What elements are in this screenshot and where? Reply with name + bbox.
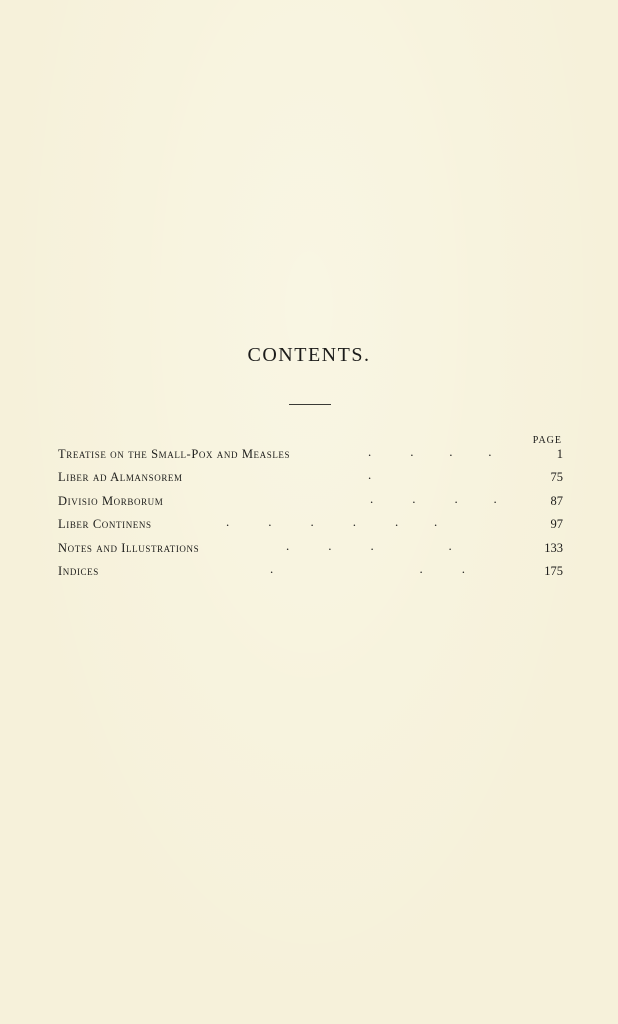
page-title: CONTENTS. <box>247 344 371 366</box>
toc-entry-page: 97 <box>550 517 563 532</box>
toc-entry <box>58 446 563 469</box>
dot-leader: . . . <box>270 560 465 576</box>
dot-leader: . <box>368 467 372 483</box>
dot-leader: . . . . <box>370 490 497 506</box>
toc-entry <box>58 560 563 586</box>
toc-entry-title: Indices <box>58 563 99 578</box>
toc-entry-page: 133 <box>544 540 563 555</box>
title-divider-rule <box>289 404 331 405</box>
toc-entry-title: Notes and Illustrations <box>58 540 200 555</box>
toc-entry <box>58 516 563 539</box>
toc-entry-page: 87 <box>550 493 563 508</box>
toc-entry <box>58 490 563 516</box>
toc-entry-title: Liber ad Almansorem <box>58 470 183 485</box>
toc-entry-title: Treatise on the Small-Pox and Measles <box>58 447 291 461</box>
toc-entry-title: Divisio Morborum <box>58 493 164 508</box>
toc-entry-page: 75 <box>550 470 563 485</box>
toc-entry-page: 175 <box>544 563 563 578</box>
toc-entry <box>58 537 563 563</box>
dot-leader: . . . . . . <box>226 514 438 530</box>
toc-entry-page: 1 <box>556 447 563 461</box>
table-of-contents <box>58 446 563 586</box>
toc-entry <box>58 469 563 492</box>
toc-entry-title: Liber Continens <box>58 517 152 532</box>
page-column-label: PAGE <box>532 435 562 446</box>
dot-leader: . . . . <box>286 537 452 553</box>
dot-leader: . . . . <box>368 444 492 459</box>
